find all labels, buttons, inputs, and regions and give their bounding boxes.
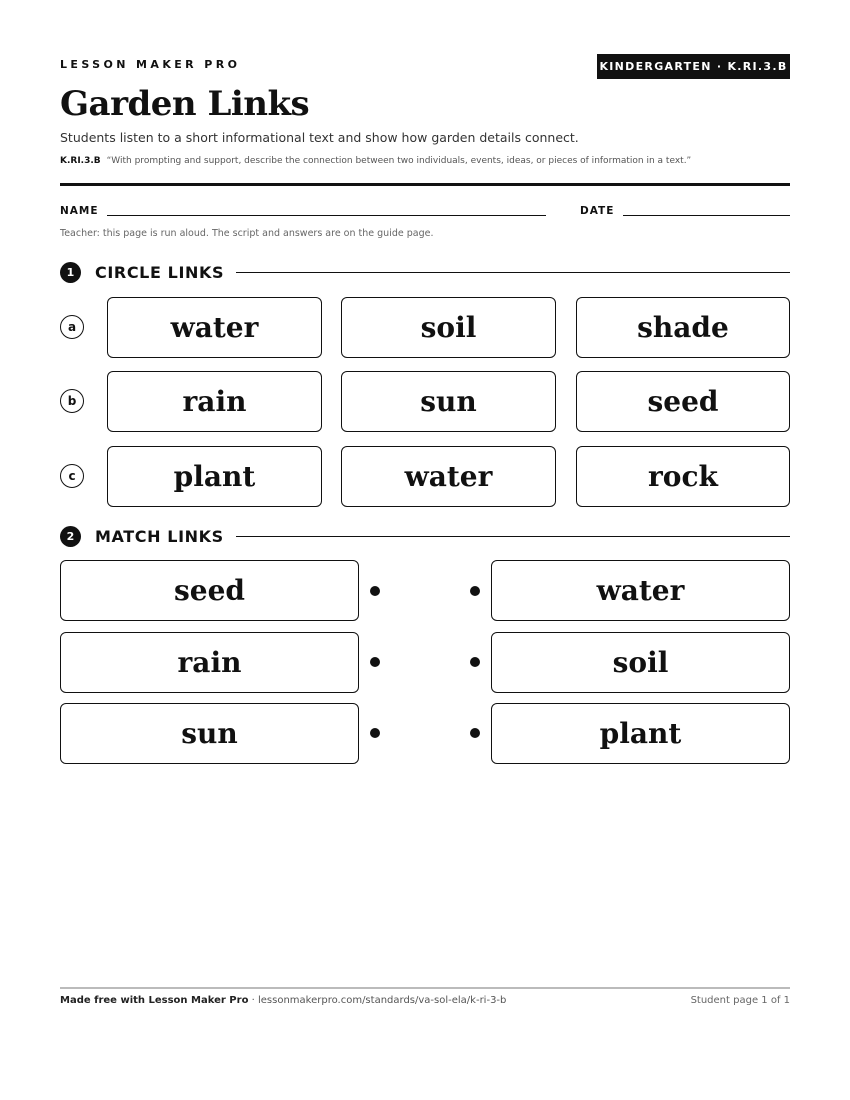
- match-right-word-2[interactable]: soil: [491, 632, 790, 693]
- footer-url[interactable]: · lessonmakerpro.com/standards/va-sol-ela/k-ri-3-b: [248, 995, 507, 1006]
- match-left-dot-1[interactable]: [370, 586, 380, 596]
- footer-made-with: Made free with Lesson Maker Pro: [60, 995, 249, 1006]
- match-right-dot-1[interactable]: [470, 586, 480, 596]
- section-number-badge: 2: [60, 526, 81, 547]
- standard-line: [60, 156, 691, 166]
- footer-credit: [60, 995, 506, 1006]
- date-label: DATE: [580, 205, 615, 217]
- row-letter-c: c: [60, 464, 84, 488]
- circle-word-a-2[interactable]: soil: [341, 297, 556, 358]
- section-circle-links-header: [60, 260, 790, 284]
- name-label: NAME: [60, 205, 99, 217]
- section-divider: [236, 536, 790, 537]
- match-left-dot-2[interactable]: [370, 657, 380, 667]
- match-right-word-1[interactable]: water: [491, 560, 790, 621]
- circle-word-b-1[interactable]: rain: [107, 371, 322, 432]
- standard-text: “With prompting and support, describe the connection between two individuals, events, ideas, or pieces of information in a text.”: [106, 156, 692, 166]
- circle-word-c-1[interactable]: plant: [107, 446, 322, 507]
- page-title: Garden Links: [60, 84, 310, 124]
- section-title: CIRCLE LINKS: [95, 262, 225, 282]
- section-match-links-header: [60, 524, 790, 548]
- worksheet-page: [60, 0, 790, 1100]
- footer-page-label: Student page 1 of 1: [690, 995, 790, 1006]
- match-right-dot-3[interactable]: [470, 728, 480, 738]
- brand-name: LESSON MAKER PRO: [60, 58, 241, 71]
- date-field[interactable]: [623, 215, 790, 216]
- row-letter-a: a: [60, 315, 84, 339]
- header-divider: [60, 183, 790, 186]
- section-number-badge: 1: [60, 262, 81, 283]
- row-letter-b: b: [60, 389, 84, 413]
- circle-word-c-3[interactable]: rock: [576, 446, 790, 507]
- match-left-word-3[interactable]: sun: [60, 703, 359, 764]
- circle-word-b-3[interactable]: seed: [576, 371, 790, 432]
- circle-word-a-3[interactable]: shade: [576, 297, 790, 358]
- match-right-word-3[interactable]: plant: [491, 703, 790, 764]
- circle-word-c-2[interactable]: water: [341, 446, 556, 507]
- standard-code: K.RI.3.B: [60, 156, 101, 166]
- match-left-word-2[interactable]: rain: [60, 632, 359, 693]
- section-title: MATCH LINKS: [95, 526, 224, 546]
- match-right-dot-2[interactable]: [470, 657, 480, 667]
- name-field[interactable]: [107, 215, 546, 216]
- footer-divider: [60, 987, 790, 989]
- grade-badge: KINDERGARTEN · K.RI.3.B: [597, 54, 790, 79]
- match-left-word-1[interactable]: seed: [60, 560, 359, 621]
- circle-word-b-2[interactable]: sun: [341, 371, 556, 432]
- teacher-note: Teacher: this page is run aloud. The script and answers are on the guide page.: [60, 228, 434, 239]
- match-left-dot-3[interactable]: [370, 728, 380, 738]
- section-divider: [236, 272, 790, 273]
- page-subtitle: Students listen to a short informational text and show how garden details connect.: [60, 130, 579, 145]
- circle-word-a-1[interactable]: water: [107, 297, 322, 358]
